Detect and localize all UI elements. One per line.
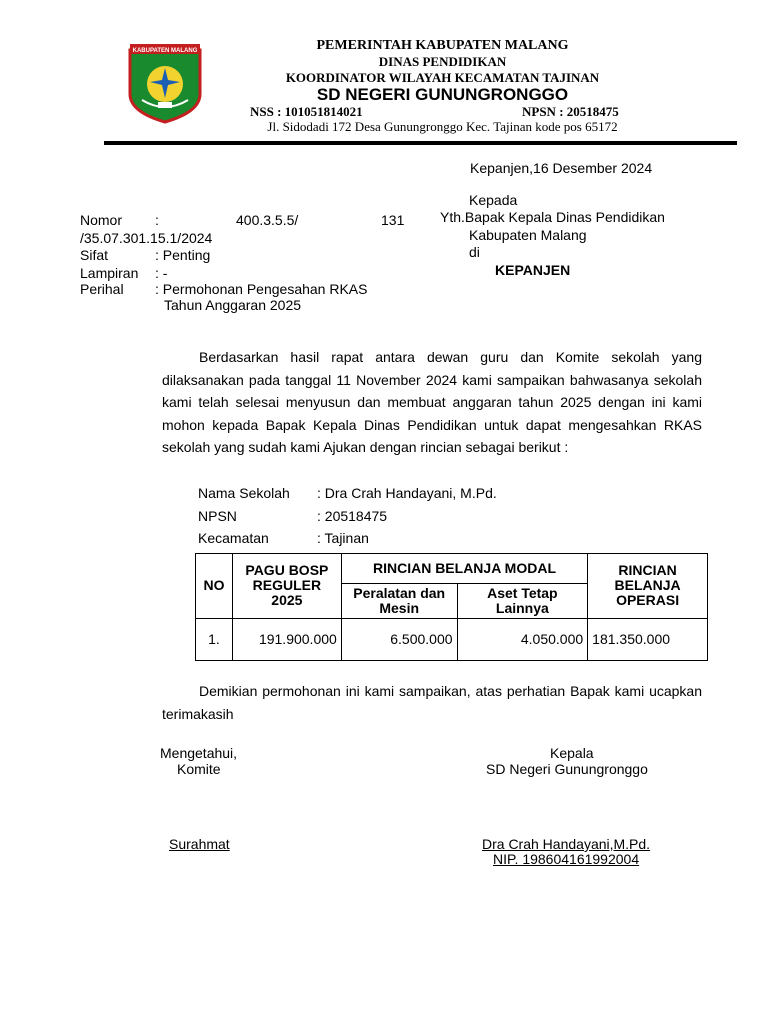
body-paragraph-intro: Berdasarkan hasil rapat antara dewan guru dan Komite sekolah yang dilaksanakan pada tanggal 11 November 2024 kami sampaikan bahwasanya sekolah kami telah selesai menyusun dan membuat anggaran tahun 2025 dengan ini kami mohon kepada Bapak Kepala Dinas Pendidikan untuk dapat mengesahkan RKAS sekolah yang sudah kami Ajukan dengan rincian sebagai berikut : (162, 349, 702, 456)
cell-pagu: 191.900.000 (232, 618, 341, 660)
letter-date: Kepanjen,16 Desember 2024 (470, 160, 653, 176)
letterhead-nss: NSS : 101051814021 (250, 104, 363, 119)
header-modal: RINCIAN BELANJA MODAL (341, 554, 587, 584)
cell-operasi: 181.350.000 (588, 618, 708, 660)
lampiran-label: Lampiran (80, 265, 139, 281)
cell-aset: 4.050.000 (457, 618, 588, 660)
sign-left-role: Komite (177, 761, 221, 777)
header-aset: Aset Tetap Lainnya (457, 584, 588, 618)
perihal-value: : Permohonan Pengesahan RKAS (155, 281, 368, 297)
nomor-colon: : (155, 212, 159, 228)
sifat-label: Sifat (80, 247, 109, 263)
recipient-region: Kabupaten Malang (469, 227, 587, 243)
svg-text:KABUPATEN MALANG: KABUPATEN MALANG (132, 48, 198, 54)
nomor-label: Nomor (80, 212, 123, 228)
nomor-number: 131 (381, 212, 405, 228)
letterhead-government: PEMERINTAH KABUPATEN MALANG (316, 38, 569, 53)
header-no: NO (196, 554, 233, 619)
detail-label-school: Nama Sekolah (198, 485, 290, 501)
sign-left-name: Surahmat (169, 836, 230, 852)
header-pagu: PAGU BOSP REGULER 2025 (232, 554, 341, 619)
recipient-di: di (469, 244, 480, 260)
recipient-to: Kepada (469, 192, 518, 208)
letterhead-coordinator: KOORDINATOR WILAYAH KECAMATAN TAJINAN (285, 70, 600, 85)
rkas-table (195, 553, 708, 661)
sign-right-title: Kepala (550, 745, 594, 761)
perihal-label: Perihal (80, 281, 124, 297)
nomor-continuation: /35.07.301.15.1/2024 (80, 230, 213, 246)
sifat-value: : Penting (155, 247, 211, 263)
letterhead-divider (104, 141, 737, 145)
recipient-city: KEPANJEN (495, 262, 571, 278)
detail-value-kecamatan: : Tajinan (317, 530, 369, 546)
header-peralatan: Peralatan dan Mesin (341, 584, 457, 618)
sign-left-title: Mengetahui, (160, 745, 238, 761)
letterhead-npsn: NPSN : 20518475 (522, 104, 619, 119)
letterhead-address: Jl. Sidodadi 172 Desa Gunungronggo Kec. Tajinan kode pos 65172 (267, 119, 618, 134)
lampiran-value: : - (155, 265, 168, 281)
cell-no: 1. (196, 618, 233, 660)
table-row (196, 618, 708, 660)
sign-right-role: SD Negeri Gunungronggo (486, 761, 648, 777)
body-paragraph-closing: Demikian permohonan ini kami sampaikan, atas perhatian Bapak kami ucapkan terimakasih (162, 683, 702, 722)
letterhead-department: DINAS PENDIDIKAN (378, 54, 507, 69)
sign-right-name: Dra Crah Handayani,M.Pd. (482, 836, 651, 852)
letterhead-school-name: SD NEGERI GUNUNGRONGGO (316, 85, 569, 104)
detail-label-npsn: NPSN (198, 508, 237, 524)
detail-value-school: : Dra Crah Handayani, M.Pd. (317, 485, 497, 501)
perihal-value-cont: Tahun Anggaran 2025 (164, 297, 302, 313)
nomor-code: 400.3.5.5/ (236, 212, 299, 228)
sign-right-nip: NIP. 198604161992004 (493, 851, 640, 867)
detail-label-kecamatan: Kecamatan (198, 530, 269, 546)
header-operasi: RINCIAN BELANJA OPERASI (588, 554, 708, 619)
kabupaten-malang-logo (128, 42, 202, 124)
cell-peralatan: 6.500.000 (341, 618, 457, 660)
detail-value-npsn: : 20518475 (317, 508, 388, 524)
recipient-yth: Yth.Bapak Kepala Dinas Pendidikan (440, 209, 665, 225)
